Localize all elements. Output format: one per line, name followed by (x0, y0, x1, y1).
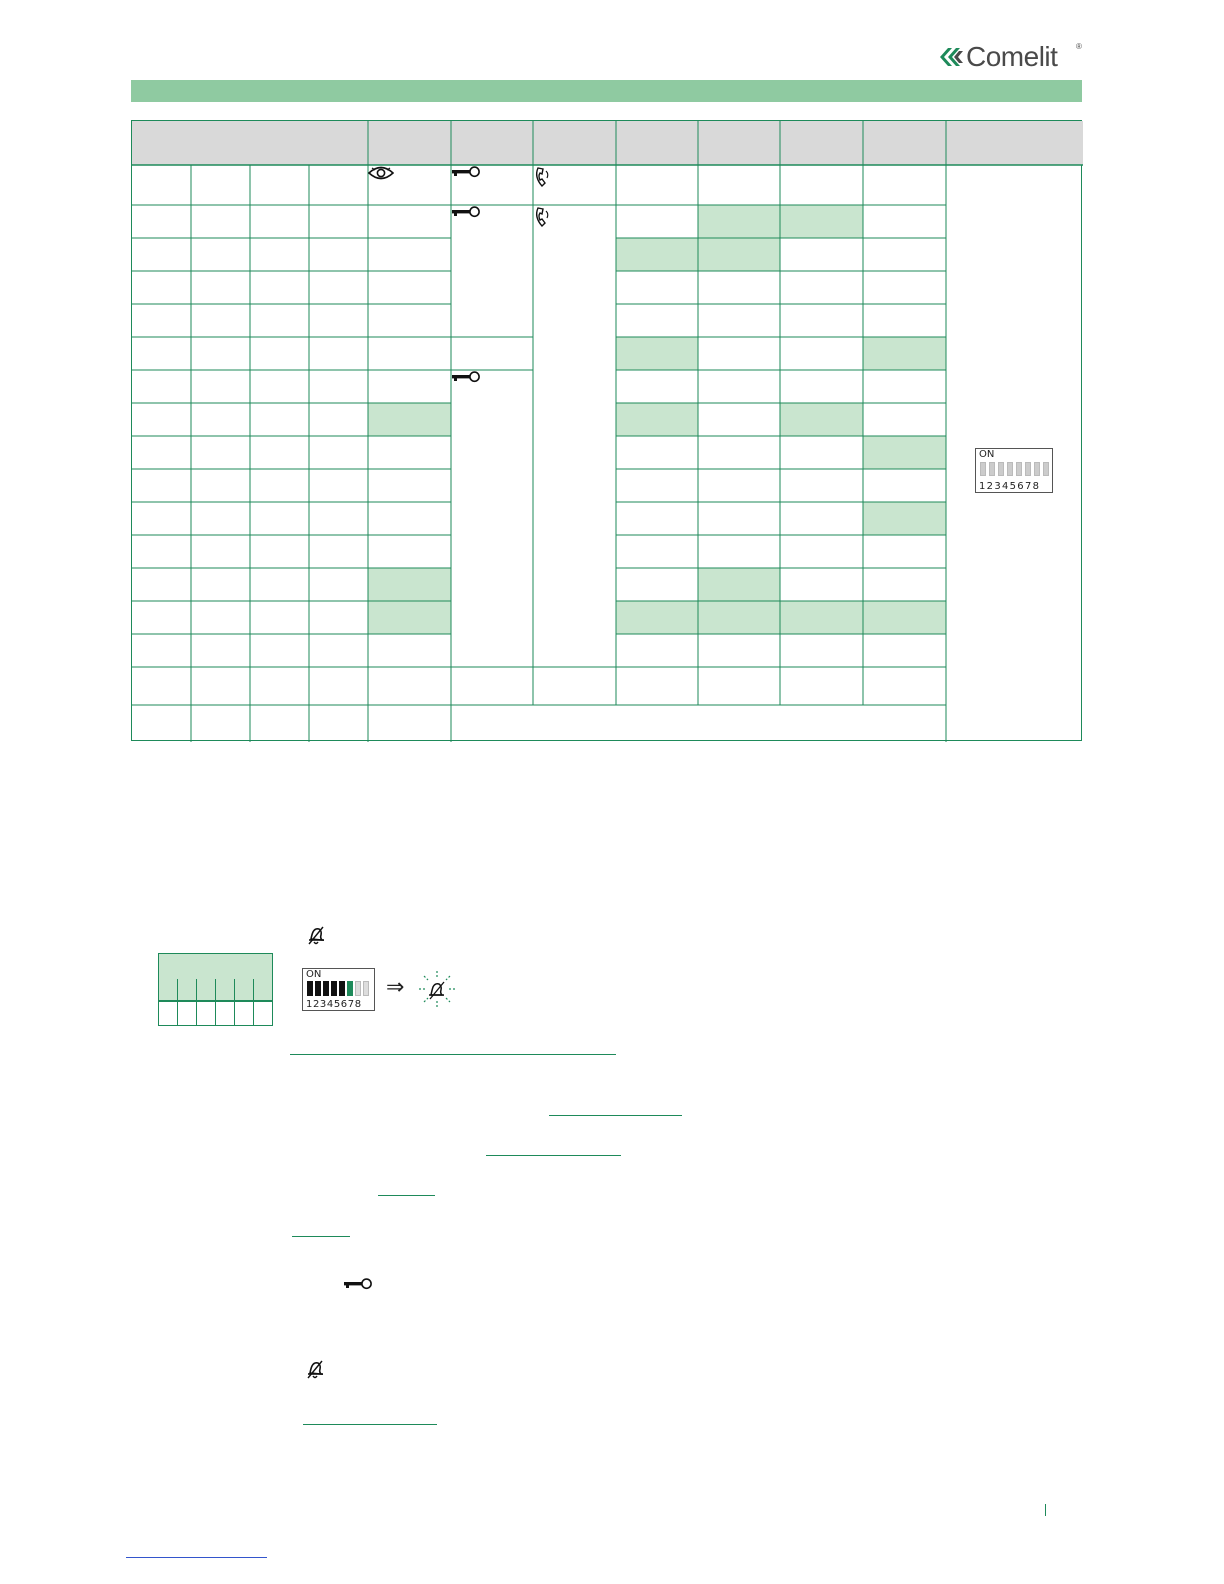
bell-off-icon (305, 924, 327, 951)
highlight-cell (698, 205, 780, 238)
highlight-cell (616, 238, 698, 271)
highlight-cell (698, 601, 780, 634)
highlight-cell (780, 403, 863, 436)
link-underline[interactable] (378, 1195, 435, 1196)
section-header-band (131, 80, 1082, 102)
dip-on-label: ON (979, 449, 995, 460)
arrow-right: ⇒ (386, 975, 405, 1000)
logo-mark-icon (940, 46, 966, 68)
link-underline[interactable] (303, 1424, 437, 1425)
highlight-cell (368, 403, 451, 436)
logo-registered-mark: ® (1076, 42, 1082, 51)
bell-flashing-icon (418, 970, 456, 1013)
key-icon (343, 1277, 373, 1296)
eye-icon (368, 165, 451, 205)
highlight-cell (616, 601, 698, 634)
highlight-cell (616, 403, 698, 436)
highlight-cell (863, 502, 946, 535)
header-row (132, 121, 1083, 165)
key-icon (451, 370, 534, 667)
dip-switch-setting-diagram (302, 968, 375, 1011)
highlight-cell (616, 337, 698, 370)
phone-handset-icon (533, 205, 616, 667)
highlight-cell (698, 568, 780, 601)
phone-handset-icon (533, 165, 616, 205)
highlight-cell (863, 337, 946, 370)
link-underline[interactable] (292, 1236, 350, 1237)
footer-link-underline[interactable] (126, 1557, 267, 1558)
comelit-logo (940, 41, 1085, 74)
logo-wordmark: Comelit (966, 41, 1058, 72)
highlight-cell (780, 601, 863, 634)
key-icon (451, 205, 534, 337)
link-underline[interactable] (486, 1155, 621, 1156)
dip-number-labels: 12345678 (979, 481, 1041, 492)
dip-number-labels: 12345678 (306, 999, 362, 1010)
page-number-marker (1045, 1504, 1046, 1516)
dip-switch-function-table (131, 120, 1082, 741)
small-settings-table (158, 953, 273, 1026)
dip-on-label: ON (306, 969, 322, 980)
highlight-cell (368, 601, 451, 634)
link-underline[interactable] (290, 1054, 616, 1055)
bell-off-icon (304, 1358, 326, 1385)
highlight-cell (863, 436, 946, 469)
highlight-cell (863, 601, 946, 634)
link-underline[interactable] (549, 1115, 682, 1116)
highlight-cell (368, 568, 451, 601)
highlight-cell (698, 238, 780, 271)
key-icon (451, 165, 534, 205)
dip-switch-diagram (975, 448, 1053, 493)
highlight-cell (780, 205, 863, 238)
